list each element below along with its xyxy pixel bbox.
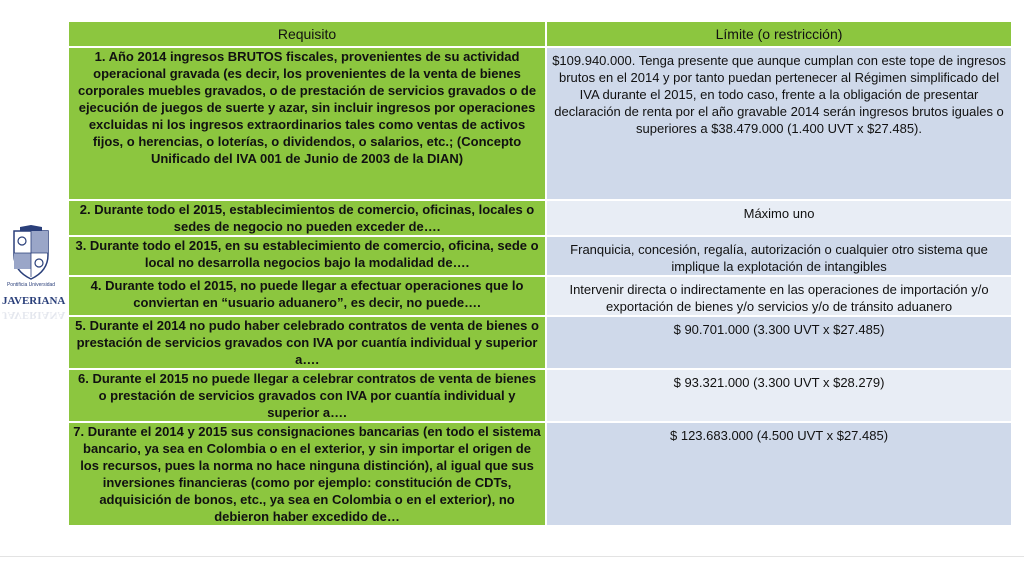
- limit-cell: $ 90.701.000 (3.300 UVT x $27.485): [547, 317, 1011, 368]
- logo-subtitle: Pontificia Universidad: [6, 282, 56, 288]
- table-row: [69, 370, 1011, 421]
- table-row: [69, 277, 1011, 315]
- limit-cell: $ 93.321.000 (3.300 UVT x $28.279): [547, 370, 1011, 421]
- table-row: [69, 201, 1011, 235]
- requirement-cell: 4. Durante todo el 2015, no puede llegar a efectuar operaciones que lo conviertan en “usuario aduanero”, es decir, no puede….: [69, 277, 545, 315]
- table-row: [69, 317, 1011, 368]
- footer-divider: [0, 556, 1024, 557]
- limit-cell: $109.940.000. Tenga presente que aunque cumplan con este tope de ingresos brutos en el 2014 y por tanto puedan pertenecer al Régimen simplificado del IVA durante el 2015, en todo caso, frente a la obligación de presentar declaración de renta por el año gravable 2014 serán ingresos brutos iguales o superiores a $38.479.000 (1.400 UVT x $27.485).: [547, 48, 1011, 199]
- limit-cell: $ 123.683.000 (4.500 UVT x $27.485): [547, 423, 1011, 525]
- coat-of-arms-icon: [6, 225, 56, 281]
- limit-cell: Franquicia, concesión, regalía, autorización o cualquier otro sistema que implique la explotación de intangibles: [547, 237, 1011, 275]
- requirement-cell: 5. Durante el 2014 no pudo haber celebrado contratos de venta de bienes o prestación de servicios gravados con IVA por cuantía individual y superior a….: [69, 317, 545, 368]
- requirement-cell: 3. Durante todo el 2015, en su establecimiento de comercio, oficina, sede o local no desarrolla negocios bajo la modalidad de….: [69, 237, 545, 275]
- requirements-table: [67, 20, 1013, 527]
- university-logo: [2, 225, 66, 321]
- limit-cell: Intervenir directa o indirectamente en las operaciones de importación y/o exportación de bienes y/o servicios y/o de tránsito aduanero: [547, 277, 1011, 315]
- logo-wordmark: JAVERIANA: [2, 295, 66, 307]
- requirement-cell: 2. Durante todo el 2015, establecimientos de comercio, oficinas, locales o sedes de negocio no pueden exceder de….: [69, 201, 545, 235]
- header-requirement: Requisito: [69, 22, 545, 46]
- table-row: [69, 237, 1011, 275]
- table-row: [69, 48, 1011, 199]
- header-limit: Límite (o restricción): [547, 22, 1011, 46]
- requirement-cell: 1. Año 2014 ingresos BRUTOS fiscales, provenientes de su actividad operacional gravada (es decir, los provenientes de la venta de bienes corporales muebles gravados, o de prestación de servicios gravados o de ejecución de juegos de suerte y azar, sin incluir ingresos por operaciones excluidas ni los ingresos extraordinarios tales como ventas de activos fijos, o herencias, o loterías, o dividendos, o salarios, etc.; (Concepto Unificado del IVA 001 de Junio de 2003 de la DIAN): [69, 48, 545, 199]
- table-header-row: [69, 22, 1011, 46]
- requirement-cell: 7. Durante el 2014 y 2015 sus consignaciones bancarias (en todo el sistema bancario, ya sea en Colombia o en el exterior, y sin importar el origen de los recursos, pues la norma no hace ninguna distinción), al igual que sus inversiones financieras (como por ejemplo: constitución de CDTs, adquisición de bonos, etc., ya sea en Colombia o en el exterior), no debieron haber excedido de…: [69, 423, 545, 525]
- table-row: [69, 423, 1011, 525]
- limit-cell: Máximo uno: [547, 201, 1011, 235]
- logo-reflection: JAVERIANA: [2, 309, 66, 321]
- requirement-cell: 6. Durante el 2015 no puede llegar a celebrar contratos de venta de bienes o prestación de servicios gravados con IVA por cuantía individual y superior a….: [69, 370, 545, 421]
